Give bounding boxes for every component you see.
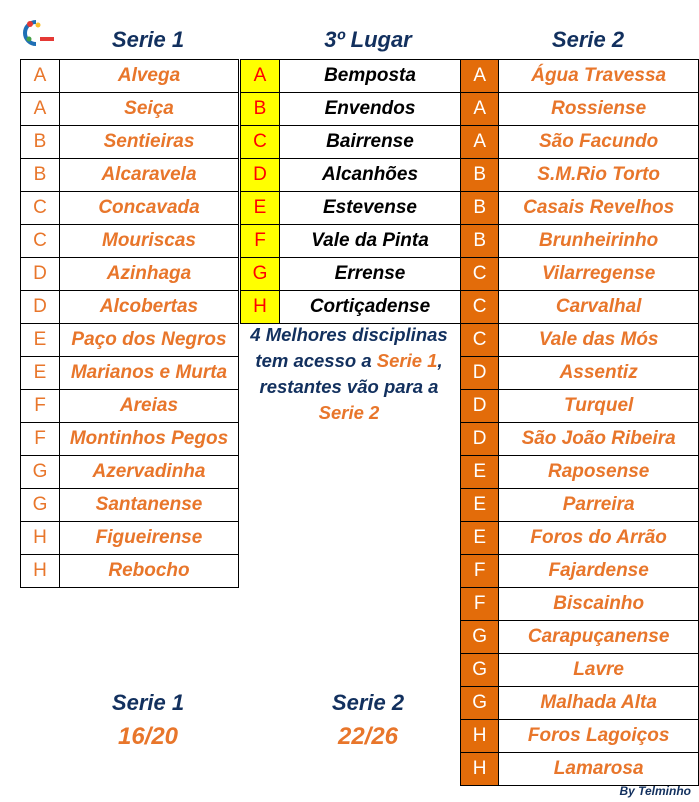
group-letter: A bbox=[241, 60, 280, 93]
team-name: Lamarosa bbox=[499, 753, 699, 786]
team-name: Alcaravela bbox=[60, 159, 239, 192]
group-letter: B bbox=[461, 225, 499, 258]
club-logo-icon bbox=[20, 18, 56, 48]
group-letter: G bbox=[461, 654, 499, 687]
table-row bbox=[21, 357, 239, 390]
stat-serie1-value: 16/20 bbox=[117, 723, 179, 750]
table-row bbox=[461, 192, 699, 225]
serie2-header: Serie 2 bbox=[551, 27, 625, 52]
team-name: Casais Revelhos bbox=[499, 192, 699, 225]
table-row bbox=[21, 324, 239, 357]
table-row bbox=[21, 60, 239, 93]
table-row bbox=[461, 621, 699, 654]
group-letter: C bbox=[461, 258, 499, 291]
group-letter: G bbox=[21, 489, 60, 522]
team-name: Parreira bbox=[499, 489, 699, 522]
serie1-header: Serie 1 bbox=[111, 27, 185, 52]
team-name: Brunheirinho bbox=[499, 225, 699, 258]
team-name: Errense bbox=[280, 258, 461, 291]
stat-serie2-value: 22/26 bbox=[337, 723, 399, 750]
table-row bbox=[461, 258, 699, 291]
group-letter: C bbox=[21, 225, 60, 258]
group-letter: E bbox=[241, 192, 280, 225]
lugar3-header: 3º Lugar bbox=[324, 27, 412, 52]
team-name: Bairrense bbox=[280, 126, 461, 159]
table-row bbox=[461, 720, 699, 753]
group-letter: E bbox=[21, 324, 60, 357]
group-letter: D bbox=[461, 357, 499, 390]
team-name: Alcanhões bbox=[280, 159, 461, 192]
table-row bbox=[461, 225, 699, 258]
lugar3-table bbox=[240, 59, 461, 324]
table-row bbox=[461, 60, 699, 93]
team-name: Envendos bbox=[280, 93, 461, 126]
table-row bbox=[461, 357, 699, 390]
team-name: Santanense bbox=[60, 489, 239, 522]
credit-text: By Telminho bbox=[619, 784, 691, 798]
group-letter: B bbox=[461, 192, 499, 225]
table-row bbox=[241, 60, 461, 93]
group-letter: D bbox=[461, 423, 499, 456]
team-name: Carvalhal bbox=[499, 291, 699, 324]
team-name: Biscainho bbox=[499, 588, 699, 621]
team-name: Água Travessa bbox=[499, 60, 699, 93]
stat-serie2-label: Serie 2 bbox=[331, 690, 405, 715]
team-name: Bemposta bbox=[280, 60, 461, 93]
group-letter: F bbox=[461, 555, 499, 588]
group-letter: C bbox=[461, 324, 499, 357]
group-letter: H bbox=[241, 291, 280, 324]
table-row bbox=[461, 291, 699, 324]
team-name: Vale da Pinta bbox=[280, 225, 461, 258]
group-letter: D bbox=[461, 390, 499, 423]
table-row bbox=[241, 126, 461, 159]
team-name: Rossiense bbox=[499, 93, 699, 126]
table-row bbox=[241, 225, 461, 258]
team-name: Turquel bbox=[499, 390, 699, 423]
group-letter: F bbox=[21, 423, 60, 456]
table-row bbox=[461, 159, 699, 192]
table-row bbox=[21, 390, 239, 423]
group-letter: E bbox=[461, 456, 499, 489]
group-letter: H bbox=[21, 555, 60, 588]
team-name: Lavre bbox=[499, 654, 699, 687]
serie1-table bbox=[20, 59, 239, 588]
table-row bbox=[21, 555, 239, 588]
table-row bbox=[21, 159, 239, 192]
table-row bbox=[21, 258, 239, 291]
group-letter: G bbox=[21, 456, 60, 489]
group-letter: B bbox=[21, 126, 60, 159]
group-letter: F bbox=[21, 390, 60, 423]
group-letter: B bbox=[241, 93, 280, 126]
team-name: Azinhaga bbox=[60, 258, 239, 291]
group-letter: D bbox=[241, 159, 280, 192]
team-name: São João Ribeira bbox=[499, 423, 699, 456]
team-name: Raposense bbox=[499, 456, 699, 489]
table-row bbox=[461, 390, 699, 423]
group-letter: A bbox=[21, 93, 60, 126]
group-letter: B bbox=[21, 159, 60, 192]
team-name: Montinhos Pegos bbox=[60, 423, 239, 456]
table-row bbox=[21, 456, 239, 489]
group-letter: G bbox=[461, 621, 499, 654]
table-row bbox=[461, 126, 699, 159]
team-name: Carapuçanense bbox=[499, 621, 699, 654]
team-name: São Facundo bbox=[499, 126, 699, 159]
team-name: S.M.Rio Torto bbox=[499, 159, 699, 192]
group-letter: D bbox=[21, 258, 60, 291]
table-row bbox=[241, 291, 461, 324]
table-row bbox=[461, 753, 699, 786]
table-row bbox=[21, 225, 239, 258]
team-name: Vale das Mós bbox=[499, 324, 699, 357]
table-row bbox=[21, 93, 239, 126]
qualification-note bbox=[240, 322, 458, 426]
team-name: Foros Lagoiços bbox=[499, 720, 699, 753]
table-row bbox=[461, 588, 699, 621]
team-name: Rebocho bbox=[60, 555, 239, 588]
group-letter: G bbox=[461, 687, 499, 720]
team-name: Foros do Arrão bbox=[499, 522, 699, 555]
group-letter: F bbox=[461, 588, 499, 621]
table-row bbox=[461, 555, 699, 588]
table-row bbox=[461, 324, 699, 357]
group-letter: A bbox=[461, 60, 499, 93]
table-row bbox=[21, 192, 239, 225]
team-name: Seiça bbox=[60, 93, 239, 126]
group-letter: E bbox=[461, 489, 499, 522]
group-letter: F bbox=[241, 225, 280, 258]
team-name: Cortiçadense bbox=[280, 291, 461, 324]
team-name: Fajardense bbox=[499, 555, 699, 588]
table-row bbox=[21, 126, 239, 159]
group-letter: E bbox=[461, 522, 499, 555]
table-row bbox=[461, 93, 699, 126]
group-letter: C bbox=[21, 192, 60, 225]
table-row bbox=[241, 258, 461, 291]
group-letter: H bbox=[21, 522, 60, 555]
table-row bbox=[461, 654, 699, 687]
group-letter: D bbox=[21, 291, 60, 324]
team-name: Estevense bbox=[280, 192, 461, 225]
group-letter: A bbox=[21, 60, 60, 93]
note-serie2: Serie 2 bbox=[318, 402, 380, 423]
team-name: Malhada Alta bbox=[499, 687, 699, 720]
group-letter: A bbox=[461, 126, 499, 159]
team-name: Alcobertas bbox=[60, 291, 239, 324]
note-serie1: Serie 1 bbox=[376, 350, 438, 371]
group-letter: B bbox=[461, 159, 499, 192]
group-letter: H bbox=[461, 720, 499, 753]
team-name: Assentiz bbox=[499, 357, 699, 390]
group-letter: G bbox=[241, 258, 280, 291]
serie2-table bbox=[460, 59, 699, 786]
table-row bbox=[461, 489, 699, 522]
team-name: Vilarregense bbox=[499, 258, 699, 291]
table-row bbox=[21, 522, 239, 555]
note-line1: 4 Melhores disciplinas tem acesso a bbox=[250, 324, 448, 371]
group-letter: C bbox=[241, 126, 280, 159]
table-row bbox=[461, 687, 699, 720]
team-name: Figueirense bbox=[60, 522, 239, 555]
team-name: Paço dos Negros bbox=[60, 324, 239, 357]
note-line2: restantes vão para a bbox=[259, 376, 439, 397]
group-letter: H bbox=[461, 753, 499, 786]
team-name: Sentieiras bbox=[60, 126, 239, 159]
table-row bbox=[241, 93, 461, 126]
group-letter: C bbox=[461, 291, 499, 324]
team-name: Concavada bbox=[60, 192, 239, 225]
stat-serie1-label: Serie 1 bbox=[111, 690, 185, 715]
table-row bbox=[21, 423, 239, 456]
table-row bbox=[241, 192, 461, 225]
note-sep: , bbox=[437, 350, 443, 371]
team-name: Areias bbox=[60, 390, 239, 423]
table-row bbox=[21, 291, 239, 324]
table-row bbox=[241, 159, 461, 192]
team-name: Alvega bbox=[60, 60, 239, 93]
team-name: Azervadinha bbox=[60, 456, 239, 489]
table-row bbox=[461, 522, 699, 555]
team-name: Mouriscas bbox=[60, 225, 239, 258]
table-row bbox=[21, 489, 239, 522]
table-row bbox=[461, 423, 699, 456]
group-letter: A bbox=[461, 93, 499, 126]
table-row bbox=[461, 456, 699, 489]
team-name: Marianos e Murta bbox=[60, 357, 239, 390]
group-letter: E bbox=[21, 357, 60, 390]
